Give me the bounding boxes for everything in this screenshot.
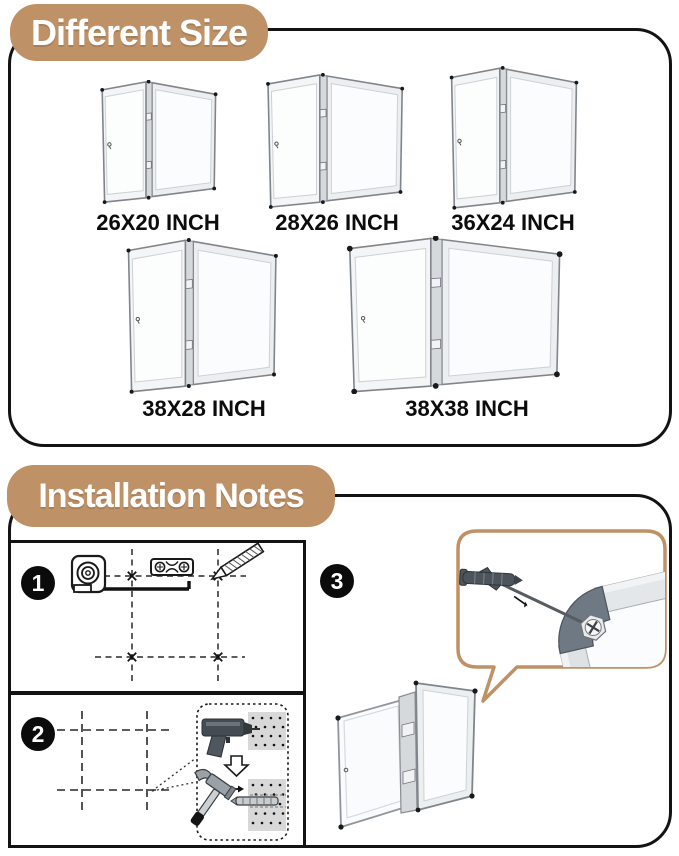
step-3-diagram [306,528,672,848]
spirit-level-icon [151,559,193,575]
board-26x20-illustration [98,80,218,204]
tape-measure-icon [72,556,105,592]
size-label-38x28: 38X28 INCH [142,396,266,421]
board-36x24-illustration [447,66,579,210]
board-38x28-illustration [123,238,279,394]
callout-leader-lines [152,758,196,791]
step-2-diagram [8,691,306,848]
size-label-28x26: 28X26 INCH [275,210,399,235]
size-label-26x20: 26X20 INCH [96,210,220,235]
step-1-badge: 1 [21,566,55,600]
step-2-badge: 2 [21,717,55,751]
guide-dashed-lines [57,711,169,813]
board-38x38-illustration [342,236,564,394]
folded-board-illustration [335,681,477,830]
tape-icon [100,581,189,589]
install-section-title: Installation Notes [38,476,304,515]
step-1-diagram [8,540,306,691]
size-label-38x38: 38X38 INCH [405,396,529,421]
size-section-title: Different Size [30,11,248,53]
marking-cross-icon [128,572,222,661]
wall-anchor-icon [231,797,278,805]
install-section-title-pill [7,465,335,527]
step-3-badge: 3 [320,564,354,598]
size-section-title-pill [10,4,268,61]
size-label-36x24: 36X24 INCH [451,210,575,235]
board-28x26-illustration [263,73,405,209]
